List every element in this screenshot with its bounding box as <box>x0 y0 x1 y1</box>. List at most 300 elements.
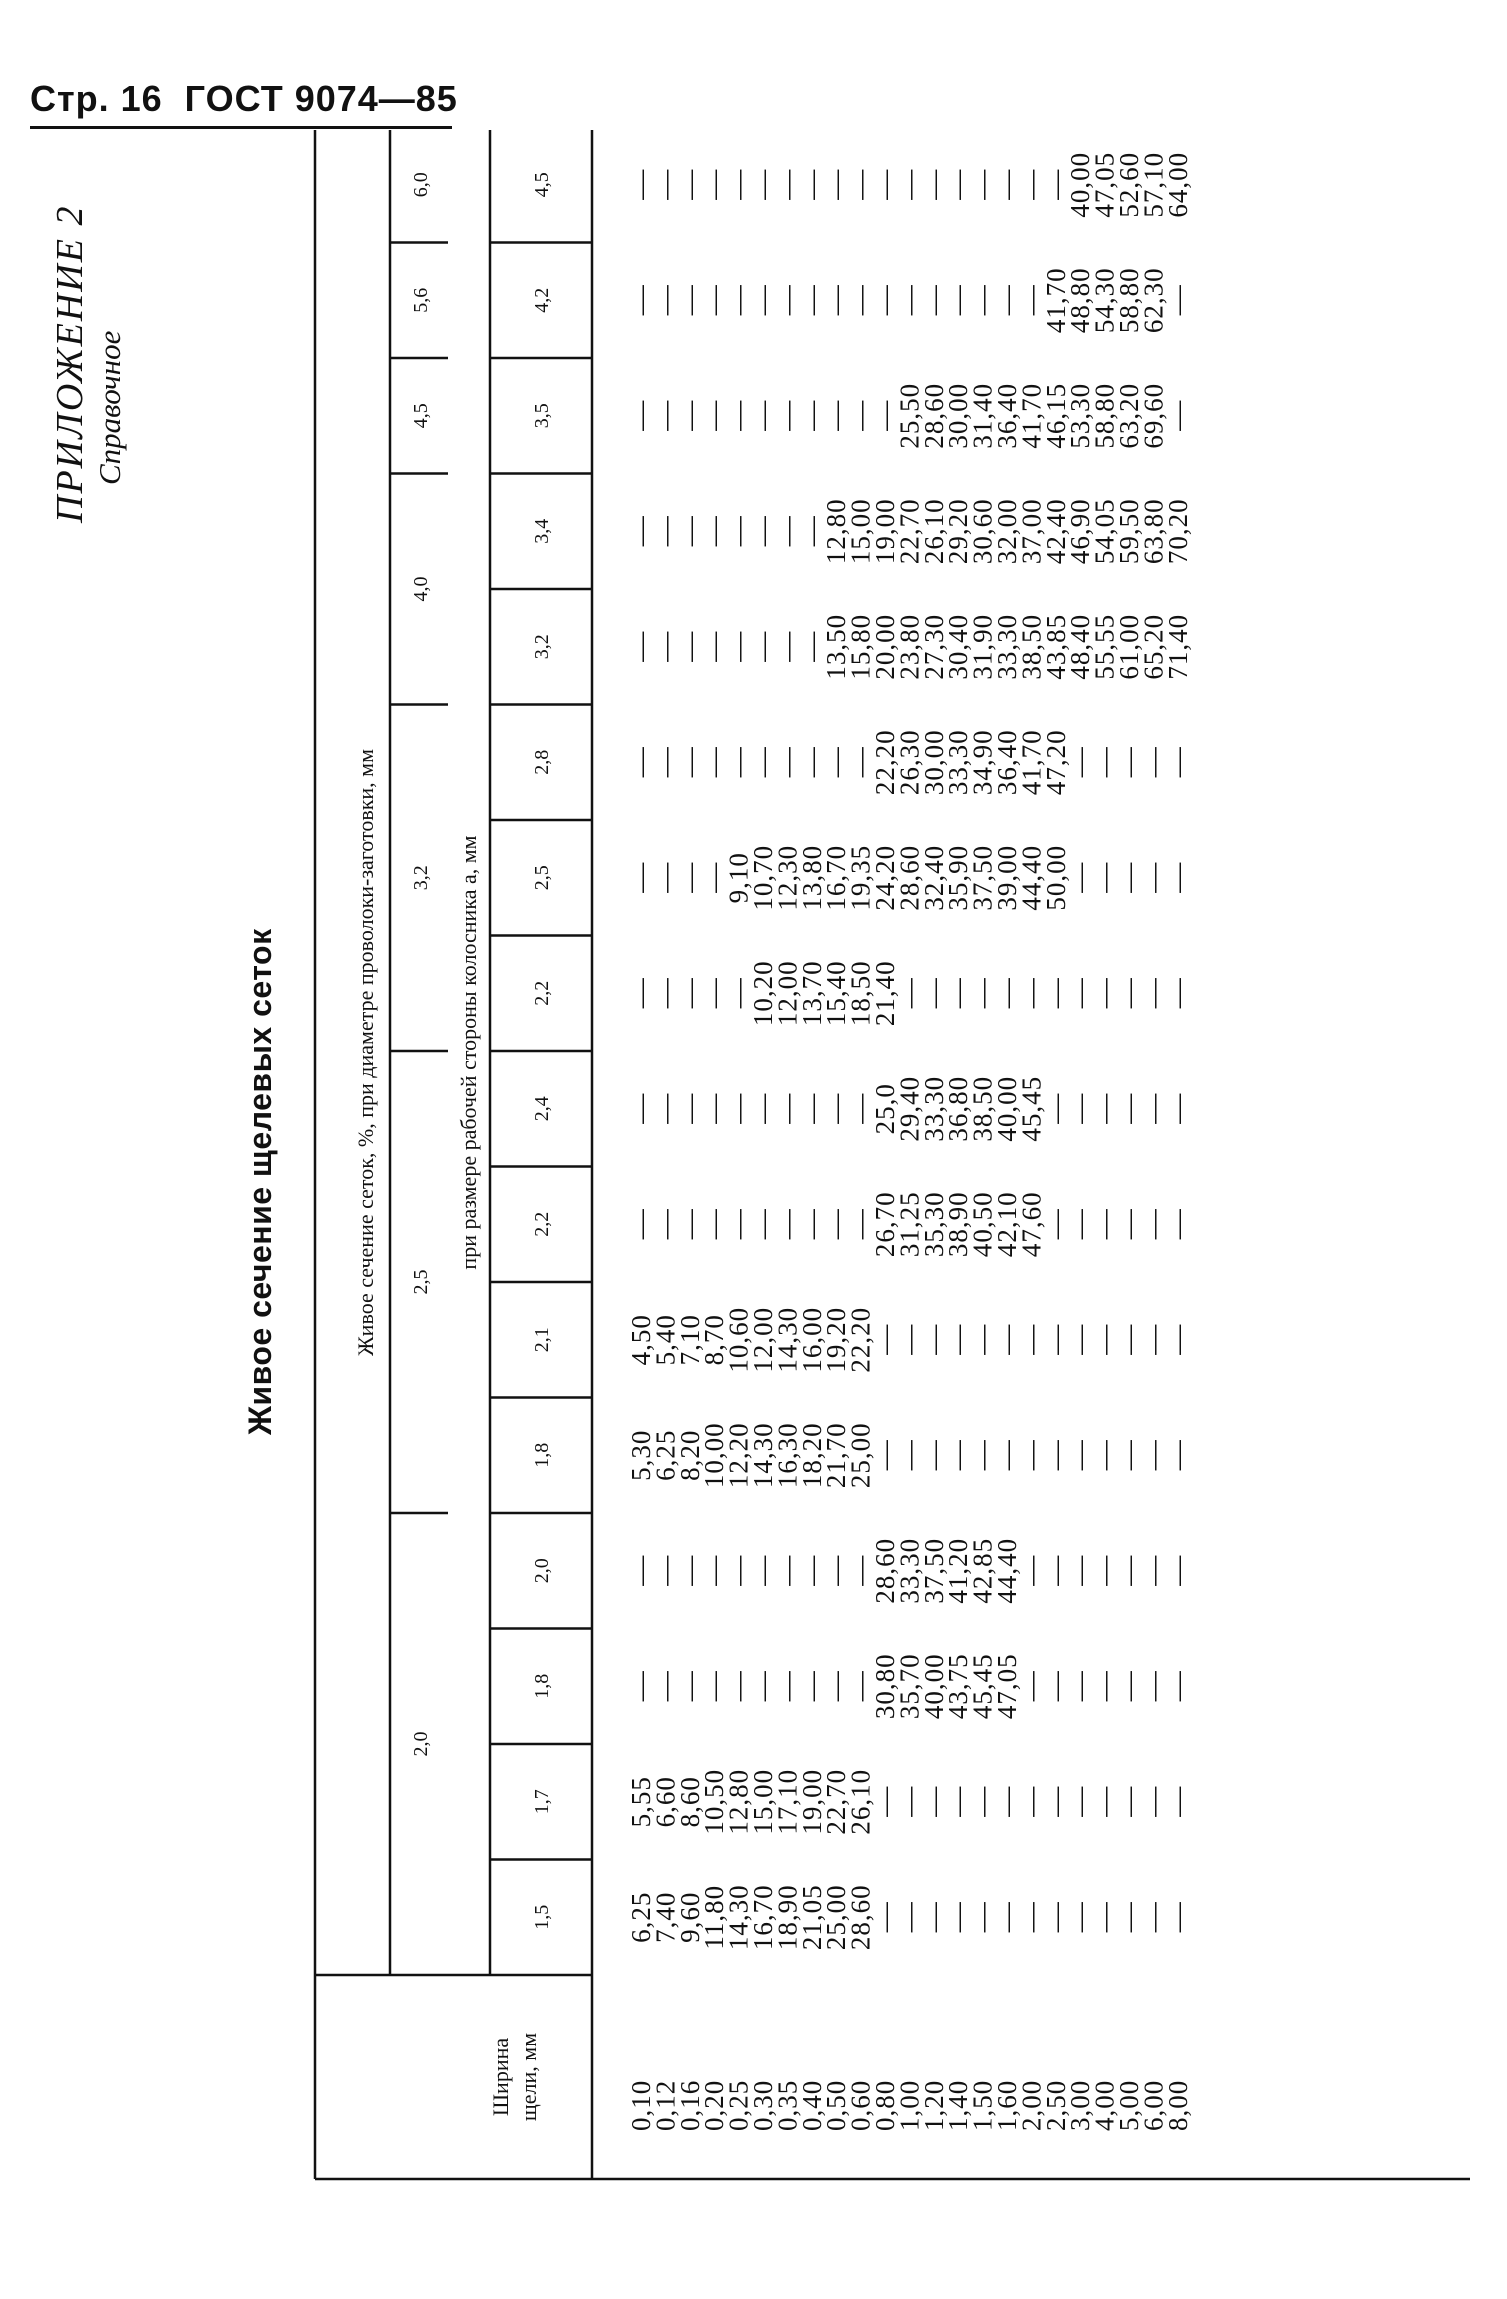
table-cell: — <box>965 1440 999 1471</box>
table-cell: 34,90 <box>967 729 998 796</box>
table-cell: — <box>624 1209 657 1240</box>
table-cell: 33,30 <box>992 613 1022 680</box>
table-cell: 54,05 <box>1089 498 1120 565</box>
table-cell: 38,50 <box>967 1075 998 1142</box>
table-cell: — <box>746 400 779 431</box>
table-cell: — <box>1038 1555 1072 1586</box>
table-cell: — <box>794 1093 828 1124</box>
table-cell: — <box>1038 1324 1072 1355</box>
table-cell: 22,20 <box>870 729 900 796</box>
table-cell: — <box>819 1209 853 1240</box>
table-cell: 31,90 <box>967 613 998 680</box>
table-cell: — <box>672 400 706 431</box>
table-cell: — <box>697 1093 731 1124</box>
table-cell: 23,80 <box>894 613 925 680</box>
table-cell: 59,50 <box>1114 498 1144 565</box>
table-cell: — <box>1063 1209 1097 1240</box>
table-cell: 10,00 <box>699 1422 730 1489</box>
table-cell: — <box>1087 1093 1121 1124</box>
table-cell: 50,00 <box>1040 844 1071 911</box>
table-cell: 18,90 <box>772 1884 803 1951</box>
table-cell: — <box>941 285 975 316</box>
table-cell: 14,30 <box>748 1422 778 1489</box>
table-cell: — <box>746 747 779 778</box>
rotated-content <box>30 65 1470 2195</box>
table-cell: — <box>1014 1440 1048 1471</box>
table-cell: 19,00 <box>870 498 900 565</box>
table-cell: 31,25 <box>894 1191 925 1258</box>
table-cell: — <box>843 285 877 316</box>
table-cell: — <box>941 978 975 1009</box>
table-cell: — <box>697 169 731 200</box>
table-cell: — <box>770 1555 804 1586</box>
table-cell: — <box>770 169 804 200</box>
table-cell: 18,50 <box>845 960 876 1027</box>
table-cell: — <box>1112 1209 1145 1240</box>
table-cell: 37,50 <box>967 844 998 911</box>
table-cell: — <box>794 747 828 778</box>
table-cell: 30,00 <box>943 382 974 449</box>
table-cell: — <box>868 169 901 200</box>
standard-code: ГОСТ 9074—85 <box>184 78 458 119</box>
table-cell: 47,60 <box>1016 1191 1047 1258</box>
table-cell: — <box>672 1209 706 1240</box>
table-cell: — <box>1063 1440 1097 1471</box>
table-cell: 70,20 <box>1162 498 1193 565</box>
table-cell: — <box>1112 1671 1145 1702</box>
diameter-group-2: 3,2 <box>410 865 432 891</box>
table-cell: 38,50 <box>1016 613 1047 680</box>
table-cell: 58,80 <box>1114 267 1144 334</box>
row-width-19: 4,00 <box>1089 2079 1120 2131</box>
table-cell: — <box>1038 1209 1072 1240</box>
table-cell: — <box>794 169 828 200</box>
table-cell: — <box>721 1209 755 1240</box>
table-cell: — <box>721 169 755 200</box>
table-cell: — <box>624 516 657 547</box>
table-cell: — <box>697 631 731 662</box>
table-cell: — <box>1112 1440 1145 1471</box>
table-cell: — <box>1038 1902 1072 1933</box>
row-width-15: 1,60 <box>992 2079 1022 2131</box>
appendix-subtitle: Справочное <box>92 330 127 485</box>
table-cell: — <box>1160 1786 1194 1817</box>
table-cell: 41,20 <box>943 1537 974 1604</box>
table-cell: — <box>770 631 804 662</box>
column-header-2: 1,8 <box>531 1673 553 1699</box>
table-cell: — <box>892 1902 926 1933</box>
table-cell: 4,50 <box>626 1314 656 1366</box>
table-cell: — <box>672 169 706 200</box>
table-cell: — <box>843 1093 877 1124</box>
table-cell: 29,20 <box>943 498 974 565</box>
table-cell: 28,60 <box>894 844 925 911</box>
table-cell: 46,15 <box>1040 382 1071 449</box>
table-cell: — <box>721 631 755 662</box>
table-cell: — <box>819 747 853 778</box>
table-cell: 26,70 <box>870 1191 900 1258</box>
table-cell: 32,40 <box>918 844 949 911</box>
table-cell: 19,00 <box>796 1768 827 1835</box>
row-width-1: 0,12 <box>650 2079 681 2131</box>
table-cell: — <box>892 978 926 1009</box>
table-cell: — <box>1160 862 1194 893</box>
table-cell: — <box>624 747 657 778</box>
table-cell: — <box>965 978 999 1009</box>
table-cell: — <box>1038 169 1072 200</box>
table-cell: — <box>624 285 657 316</box>
row-width-16: 2,00 <box>1016 2079 1047 2131</box>
table-cell: 30,80 <box>870 1653 900 1720</box>
table-cell: 24,20 <box>870 844 900 911</box>
table-cell: — <box>794 1209 828 1240</box>
table-cell: — <box>965 1324 999 1355</box>
row-width-0: 0,10 <box>626 2079 656 2131</box>
table-cell: 20,00 <box>870 613 900 680</box>
table-cell: 30,40 <box>943 613 974 680</box>
table-cell: 36,40 <box>992 382 1022 449</box>
table-cell: 48,40 <box>1065 613 1096 680</box>
table-cell: 63,80 <box>1138 498 1169 565</box>
table-cell: 10,70 <box>748 844 778 911</box>
table-cell: 43,85 <box>1040 613 1071 680</box>
table-cell: 13,50 <box>821 613 852 680</box>
table-cell: — <box>868 400 901 431</box>
table-cell: 46,90 <box>1065 498 1096 565</box>
header-main-label: Живое сечение сеток, %, при диаметре проволоки-заготовки, мм <box>353 748 378 1357</box>
table-cell: — <box>648 516 682 547</box>
table-cell: — <box>1014 1786 1048 1817</box>
table-cell: 36,40 <box>992 729 1022 796</box>
table-cell: — <box>672 862 706 893</box>
table-cell: — <box>1112 1902 1145 1933</box>
table-cell: — <box>648 169 682 200</box>
table-cell: — <box>697 747 731 778</box>
table-cell: — <box>648 1671 682 1702</box>
table-title: Живое сечение щелевых сеток <box>242 928 278 1435</box>
table-cell: — <box>721 1093 755 1124</box>
row-width-2: 0,16 <box>674 2079 705 2131</box>
table-cell: — <box>1087 747 1121 778</box>
table-cell: — <box>1160 400 1194 431</box>
table-cell: 41,70 <box>1016 729 1047 796</box>
table-cell: — <box>697 1555 731 1586</box>
table-cell: 69,60 <box>1138 382 1169 449</box>
page-number: Стр. 16 <box>30 78 163 119</box>
mesh-table <box>30 95 1470 2195</box>
appendix-title: ПРИЛОЖЕНИЕ 2 <box>49 204 91 523</box>
table-cell: — <box>1160 1555 1194 1586</box>
table-cell: — <box>990 1324 1023 1355</box>
table-cell: — <box>868 1786 901 1817</box>
row-width-9: 0,60 <box>845 2079 876 2131</box>
table-cell: — <box>1063 1902 1097 1933</box>
table-cell: — <box>1112 1555 1145 1586</box>
column-header-1: 1,7 <box>531 1789 553 1815</box>
table-cell: 62,30 <box>1138 267 1169 334</box>
diameter-group-4: 4,5 <box>410 403 432 429</box>
row-width-6: 0,35 <box>772 2079 803 2131</box>
table-cell: 17,10 <box>772 1768 803 1835</box>
table-cell: — <box>916 285 950 316</box>
table-cell: — <box>819 1093 853 1124</box>
table-cell: 58,80 <box>1089 382 1120 449</box>
table-cell: 13,70 <box>796 960 827 1027</box>
table-cell: — <box>624 1555 657 1586</box>
table-cell: 16,30 <box>772 1422 803 1489</box>
table-cell: — <box>1136 1324 1170 1355</box>
row-width-7: 0,40 <box>796 2079 827 2131</box>
table-cell: — <box>1063 1671 1097 1702</box>
table-cell: — <box>672 1555 706 1586</box>
table-cell: 28,60 <box>870 1537 900 1604</box>
table-cell: — <box>1087 1671 1121 1702</box>
table-cell: — <box>1087 1440 1121 1471</box>
table-cell: — <box>843 169 877 200</box>
table-cell: — <box>965 1786 999 1817</box>
table-cell: — <box>1087 1902 1121 1933</box>
table-cell: — <box>770 747 804 778</box>
table-cell: — <box>721 285 755 316</box>
table-cell: 41,70 <box>1040 267 1071 334</box>
table-cell: — <box>721 1671 755 1702</box>
table-cell: — <box>1136 1902 1170 1933</box>
table-cell: — <box>794 631 828 662</box>
table-cell: — <box>746 1209 779 1240</box>
table-cell: 64,00 <box>1162 151 1193 218</box>
table-cell: — <box>1063 1093 1097 1124</box>
table-cell: — <box>697 1209 731 1240</box>
table-cell: — <box>1087 1324 1121 1355</box>
table-cell: — <box>868 1440 901 1471</box>
row-width-20: 5,00 <box>1114 2079 1144 2131</box>
table-cell: — <box>648 400 682 431</box>
table-cell: — <box>648 862 682 893</box>
table-cell: 22,70 <box>894 498 925 565</box>
table-cell: 6,25 <box>626 1891 656 1943</box>
table-cell: 40,00 <box>1065 151 1096 218</box>
table-cell: 16,00 <box>796 1306 827 1373</box>
table-cell: 15,80 <box>845 613 876 680</box>
table-cell: — <box>746 1093 779 1124</box>
header-sub-label: при размере рабочей стороны колосника a, мм <box>456 835 481 1270</box>
table-cell: — <box>672 285 706 316</box>
table-cell: — <box>648 1555 682 1586</box>
table-cell: 47,05 <box>992 1653 1022 1720</box>
table-cell: — <box>672 978 706 1009</box>
table-cell: — <box>1136 1555 1170 1586</box>
table-cell: — <box>1087 978 1121 1009</box>
table-cell: 55,55 <box>1089 613 1120 680</box>
table-cell: 33,30 <box>943 729 974 796</box>
table-cell: — <box>721 978 755 1009</box>
column-header-5: 2,1 <box>531 1327 553 1353</box>
table-cell: — <box>794 400 828 431</box>
table-cell: — <box>1063 1555 1097 1586</box>
table-cell: — <box>1014 1555 1048 1586</box>
table-cell: — <box>941 1902 975 1933</box>
table-cell: 33,30 <box>894 1537 925 1604</box>
table-cell: 30,60 <box>967 498 998 565</box>
table-cell: 8,70 <box>699 1314 730 1366</box>
table-cell: — <box>819 400 853 431</box>
table-cell: — <box>770 1209 804 1240</box>
row-width-14: 1,50 <box>967 2079 998 2131</box>
row-width-12: 1,20 <box>918 2079 949 2131</box>
table-cell: — <box>721 516 755 547</box>
table-cell: — <box>916 1324 950 1355</box>
table-cell: 63,20 <box>1114 382 1144 449</box>
table-cell: — <box>721 1555 755 1586</box>
table-cell: — <box>965 285 999 316</box>
table-cell: — <box>1112 1324 1145 1355</box>
table-cell: 61,00 <box>1114 613 1144 680</box>
table-cell: — <box>819 1555 853 1586</box>
table-cell: 37,00 <box>1016 498 1047 565</box>
table-cell: — <box>770 400 804 431</box>
table-cell: — <box>990 978 1023 1009</box>
table-cell: — <box>1136 1209 1170 1240</box>
table-cell: — <box>1087 1209 1121 1240</box>
row-width-4: 0,25 <box>723 2079 754 2131</box>
table-cell: — <box>1136 1671 1170 1702</box>
table-cell: — <box>746 285 779 316</box>
table-cell: — <box>843 400 877 431</box>
table-cell: — <box>1038 1093 1072 1124</box>
table-cell: — <box>819 169 853 200</box>
table-cell: 9,10 <box>723 852 754 904</box>
table-cell: 39,00 <box>992 844 1022 911</box>
column-header-10: 2,8 <box>531 749 553 775</box>
table-cell: 28,60 <box>845 1884 876 1951</box>
table-cell: — <box>624 169 657 200</box>
table-cell: — <box>624 1671 657 1702</box>
table-cell: — <box>1038 1786 1072 1817</box>
table-cell: — <box>624 631 657 662</box>
table-cell: 15,40 <box>821 960 852 1027</box>
column-header-4: 1,8 <box>531 1442 553 1468</box>
table-cell: 14,30 <box>772 1306 803 1373</box>
row-width-5: 0,30 <box>748 2079 778 2131</box>
table-cell: 12,80 <box>821 498 852 565</box>
table-cell: 10,20 <box>748 960 778 1027</box>
table-cell: — <box>770 516 804 547</box>
table-cell: 8,20 <box>674 1429 705 1481</box>
table-cell: — <box>819 1671 853 1702</box>
table-cell: — <box>1014 978 1048 1009</box>
table-cell: — <box>721 747 755 778</box>
table-cell: — <box>990 285 1023 316</box>
table-cell: — <box>1136 1786 1170 1817</box>
table-cell: — <box>1112 862 1145 893</box>
table-cell: 42,10 <box>992 1191 1022 1258</box>
column-header-15: 4,5 <box>531 172 553 198</box>
table-cell: 45,45 <box>1016 1075 1047 1142</box>
row-width-22: 8,00 <box>1162 2079 1193 2131</box>
table-cell: 42,85 <box>967 1537 998 1604</box>
table-cell: — <box>697 978 731 1009</box>
table-cell: — <box>648 1209 682 1240</box>
row-width-13: 1,40 <box>943 2079 974 2131</box>
table-cell: — <box>1087 1786 1121 1817</box>
table-cell: — <box>697 862 731 893</box>
column-header-13: 3,5 <box>531 403 553 429</box>
row-width-10: 0,80 <box>870 2079 900 2131</box>
table-cell: 12,00 <box>748 1306 778 1373</box>
table-cell: — <box>941 1440 975 1471</box>
table-cell: 25,0 <box>870 1083 900 1135</box>
table-cell: — <box>990 1786 1023 1817</box>
table-cell: — <box>892 1440 926 1471</box>
table-cell: 12,80 <box>723 1768 754 1835</box>
table-cell: 35,90 <box>943 844 974 911</box>
table-cell: — <box>965 1902 999 1933</box>
table-cell: 47,20 <box>1040 729 1071 796</box>
column-header-9: 2,5 <box>531 865 553 891</box>
table-cell: — <box>1014 1324 1048 1355</box>
table-cell: 10,50 <box>699 1768 730 1835</box>
table-cell: — <box>672 631 706 662</box>
table-cell: — <box>697 400 731 431</box>
table-cell: — <box>624 862 657 893</box>
table-cell: — <box>1160 1902 1194 1933</box>
table-cell: — <box>1063 862 1097 893</box>
table-cell: 7,10 <box>674 1314 705 1366</box>
table-cell: 47,05 <box>1089 151 1120 218</box>
table-cell: — <box>1112 1786 1145 1817</box>
column-header-14: 4,2 <box>531 287 553 313</box>
stub-header: Ширина щели, мм <box>488 2032 541 2122</box>
table-cell: — <box>941 1324 975 1355</box>
table-cell: — <box>1160 1324 1194 1355</box>
table-cell: 12,00 <box>772 960 803 1027</box>
table-cell: — <box>672 1671 706 1702</box>
table-cell: — <box>843 747 877 778</box>
table-cell: — <box>672 1093 706 1124</box>
table-cell: — <box>868 285 901 316</box>
table-cell: — <box>1038 978 1072 1009</box>
table-cell: — <box>1063 1324 1097 1355</box>
table-cell: — <box>1014 1902 1048 1933</box>
table-cell: 43,75 <box>943 1653 974 1720</box>
column-header-7: 2,4 <box>531 1096 553 1122</box>
row-width-17: 2,50 <box>1040 2079 1071 2131</box>
table-cell: 30,00 <box>918 729 949 796</box>
diameter-group-6: 6,0 <box>410 172 432 198</box>
table-cell: — <box>1014 1671 1048 1702</box>
table-cell: — <box>990 1902 1023 1933</box>
table-cell: — <box>990 169 1023 200</box>
table-cell: — <box>648 1093 682 1124</box>
table-cell: 28,60 <box>918 382 949 449</box>
table-cell: — <box>648 285 682 316</box>
table-cell: — <box>648 631 682 662</box>
diameter-group-1: 2,5 <box>410 1269 432 1295</box>
table-cell: — <box>770 285 804 316</box>
table-cell: — <box>1136 1093 1170 1124</box>
table-cell: 35,70 <box>894 1653 925 1720</box>
table-cell: — <box>746 1671 779 1702</box>
column-header-3: 2,0 <box>531 1558 553 1584</box>
table-cell: 54,30 <box>1089 267 1120 334</box>
table-cell: — <box>1112 1093 1145 1124</box>
table-cell: — <box>721 400 755 431</box>
table-cell: — <box>1087 862 1121 893</box>
table-cell: 12,20 <box>723 1422 754 1489</box>
table-cell: 16,70 <box>748 1884 778 1951</box>
table-cell: — <box>1014 285 1048 316</box>
table-cell: — <box>916 1902 950 1933</box>
